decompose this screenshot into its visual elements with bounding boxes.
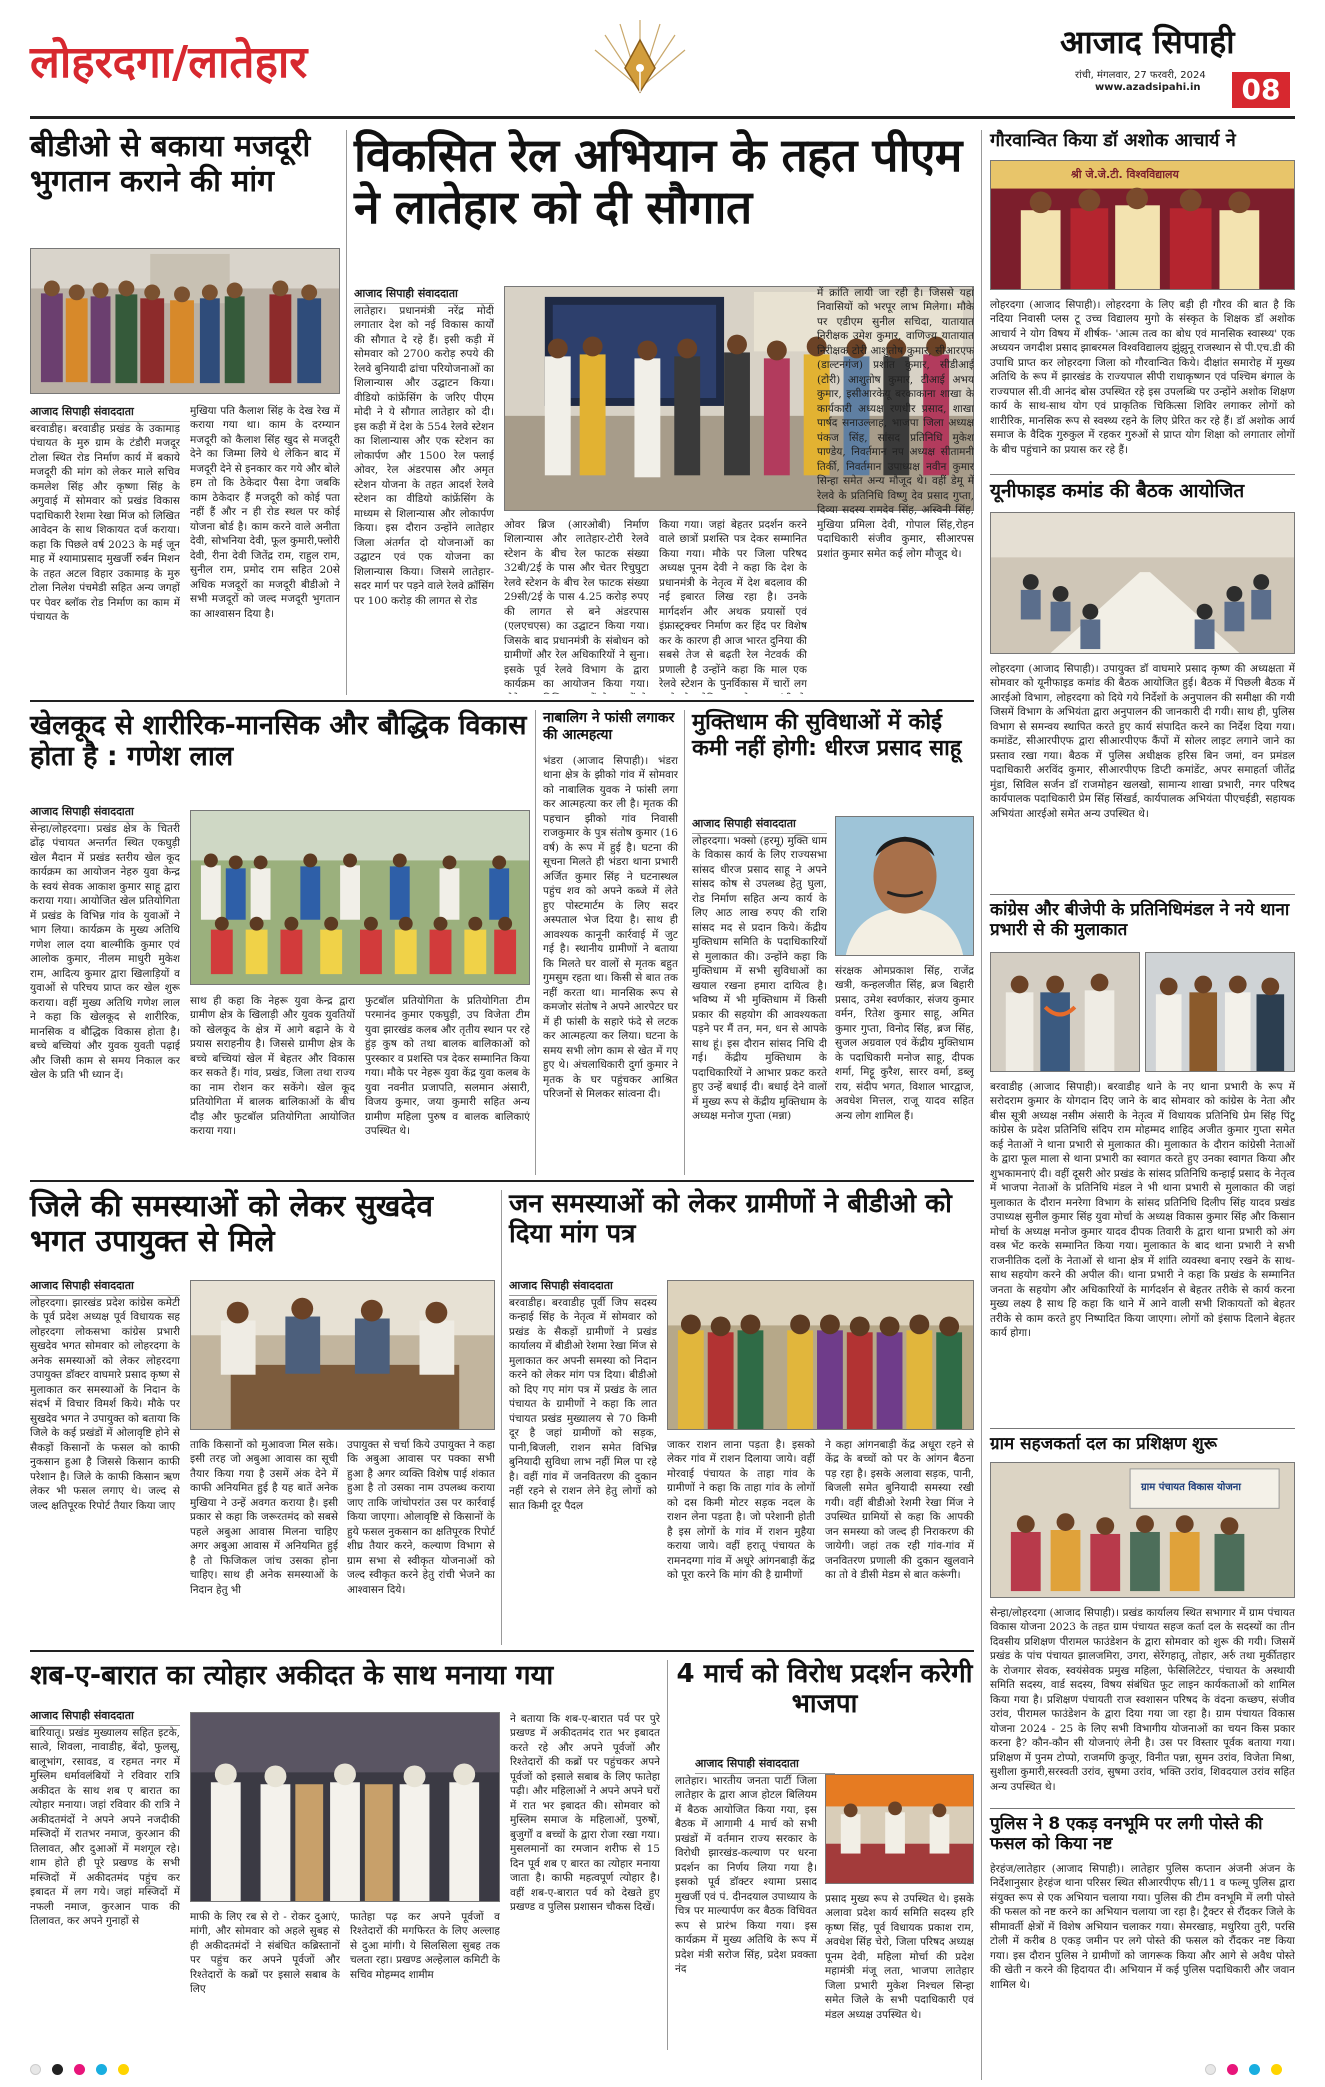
registration-dot	[1249, 2064, 1260, 2075]
byline: आजाद सिपाही संवाददाता	[692, 816, 827, 834]
headline: ग्राम सहजकर्ता दल का प्रशिक्षण शुरू	[990, 1434, 1217, 1454]
body-col-1: सेन्हा/लोहरदगा। प्रखंड क्षेत्र के चितरी ढोंढ़ पंचायत अन्तर्गत स्थित एकघुड़ी खेल मैदान में प्रखंड स्तरीय खेल कूद कार्यक्रम का आयोजन नेहरु युवा केन्द्र के स्वयं सेवक आकाश कुमार साहू द्वारा कराया गया। आयोजित खेल प्रतियोगिता में प्रखंड के विभिन्न गांव के युवाओं ने भाग लिया। कार्यक्रम के मुख्य अतिथि गणेश लाल दया बाल्मीकि कुमार एवं आलोक कुमार, नीलम माधुरी मुकेश राम, आदित्य कुमार द्वारा खिलाड़ियों व युवाओं से परिचय प्राप्त कर खेल शुरू कराया। वहीं मुख्य अतिथि गणेश लाल ने कहा कि खेलकूद से शारीरिक, मानसिक व बौद्धिक विकास होता है। बच्चे बच्चियां और युवक युवती पढ़ाई और जिसी काम से समय निकाल कर खेल के प्रति भी ध्यान दें।	[30, 823, 180, 1082]
rule	[990, 474, 1295, 475]
body-col-2: प्रसाद मुख्य रूप से उपस्थित थे। इसके अलावा प्रदेश कार्य समिति सदस्य हरि कृष्ण सिंह, पूर्व विधायक प्रकाश राम, अवधेश सिंह चेरो, जिला परिषद अध्यक्ष पूनम देवी, महिला मोर्चा की प्रदेश महामंत्री मंजू लता, भाजपा लातेहार जिला प्रभारी मुकेश निश्चल सिन्हा समेत जिले के सभी पदाधिकारी एवं मंडल अध्यक्ष उपस्थित थे।	[825, 1893, 974, 2021]
page-number: 08	[1232, 72, 1290, 108]
body: सेन्हा/लोहरदगा (आजाद सिपाही)। प्रखंड कार्यालय स्थित सभागार में ग्राम पंचायत विकास योजना 2023 के तहत ग्राम पंचायत सहज कर्ता दल के सदस्यों का तीन दिवसीय प्रशिक्षण पीरामल फाउंडेशन के द्वारा सोमवार को शुरू की गयी। जिसमें प्रखंड के पांच पंचायत झालजमिरा, उगरा, सेरेंगहातू, तोहार, अर्रु तथा मुर्कीतहार के रोजगार सेवक, स्वयंसेवक प्रमुख महिला, फेसिलिटेटर, पंचायत के अस्थायी समिति सदस्य, वार्ड सदस्य, विषय संबंधित फूट लाइन कार्यकताओं को शामिल किया गया है। प्रशिक्षण पंचायती राज स्वशासन परिषद के वंदना कच्छप, संजीव उरांव, पीरामल फाउंडेशन के द्वारा दिया गया जा रहा है। ग्राम पंचायत विकास योजना 2024 - 25 के लिए सभी विभागीय योजनाओं का चयन किस प्रकार करना है? कौन-कौन सी योजनाएं लेनी है। उस पर विस्तार पूर्वक बताया गया। प्रशिक्षण में पुनम टोप्पो, राजमणि कुजूर, विनीत पन्ना, सुमन उरांव, विजेता मिश्रा, सुशीला कुमारी,सरस्वती उरांव, सुषमा उरांव, भक्ति उरांव, शिवदयाल उरांव सहित अन्य उपस्थित थे।	[990, 1607, 1295, 1793]
photo-convocation	[990, 160, 1295, 290]
body-col-3: फुटबॉल प्रतियोगिता के प्रतियोगिता टीम परमानंद कुमार एकघुड़ी, उप विजेता टीम युवा झारखंड कलब और तृतीय स्थान पर रहे हुंड़ कुष को तथा बालक बालिकाओं को पुरस्कार व प्रशस्ति पत्र देकर सम्मानित किया गया। मौके पर नेहरू युवा केंद्र युवा कलब के युवा नवनीत प्रजापति, सलमान अंसारी, विजय कुमार, जया कुमारी सहित अन्य ग्रामीण महिला पुरुष व बालक बालिकाएं उपस्थित थे।	[365, 995, 530, 1138]
photo-villagers-crowd	[667, 1280, 974, 1430]
body: हेरहंज/लातेहार (आजाद सिपाही)। लातेहार पुलिस कप्तान अंजनी अंजन के निर्देशानुसार हेरहंज थाना परिसर स्थित सीआरपीएफ सी/11 व फल्मू पुलिस द्वारा संयुक्त रूप से एक अभियान चलाया गया। पुलिस की टीम वनभूमि में लगी पोस्ते की फसल को नष्ट करने का अभियान चलाया जा रहा है। ट्रैक्टर से रौंदकर जिले के सीमावर्ती क्षेत्रों में विशेष अभियान चलाकर गया। सेमरखाड़, मधुरिया तुरी, परसि टोली में करीब 8 एकड़ जमीन पर लगे पोस्ते की फसल को रौंदकर नष्ट किया गया। इस दौरान पुलिस ने ग्रामीणों को जागरूक किया और आगे से अवैध पोस्ते की खेती न करने की हिदायत दी। अभियान में कई पुलिस पदाधिकारी और जवान शामिल थे।	[990, 1863, 1295, 1991]
story-training	[990, 1434, 1295, 1804]
registration-dot	[1205, 2064, 1216, 2075]
byline: आजाद सिपाही संवाददाता	[30, 1278, 180, 1296]
story-delegations	[990, 900, 1295, 1425]
body: लोहरदगा (आजाद सिपाही)। उपायुक्त डॉ वाघमारे प्रसाद कृष्ण की अध्यक्षता में सोमवार को यूनीफाइड कमांड की बैठक आयोजित हुई। बैठक में पिछली बैठक में आरईओ विभाग, लोहरदगा को दिये गये निर्देशों के अनुपालन की समीक्षा की गयी जिसमें विभाग के अभियंता द्वारा अनुपालन की जानकारी दी गयी। साथ ही, पुलिस विभाग से समन्वय स्थापित करते हुए कार्य संपादित करने का निर्देश दिया गया। कमांडेंट, सीआरपीएफ द्वारा सीआरपीएफ कैंपों में सोलर लाइट लगाने जाने का प्रस्ताव रखा गया। बैठक में पुलिस अधीक्षक हरिस बिन जमां, वन प्रमंडल पदाधिकारी अरविंद कुमार, सीआरपीएफ डिप्टी कमांडेंट, अपर समाहर्ता जीतेंद्र मुंडा, सिविल सर्जन डॉ राजमोहन खलखो, सामान्य शाखा प्रभारी, नगर परिषद कार्यपालक पदाधिकारी प्रेम सिंह सिंखर्ड, कार्यपालक अभियंता पीएचईडी, सहायक अभियंता आरईओ समेत अन्य उपस्थित थे।	[990, 663, 1295, 820]
rule	[30, 1180, 974, 1182]
byline: आजाद सिपाही संवाददाता	[354, 286, 494, 304]
rule	[30, 700, 974, 702]
headline: जन समस्याओं को लेकर ग्रामीणों ने बीडीओ को दिया मांग पत्र	[509, 1189, 952, 1249]
registration-dot	[74, 2064, 85, 2075]
color-registration-bar-right	[1205, 2060, 1295, 2076]
masthead	[0, 0, 1325, 118]
body-col-2: जाकर राशन लाना पड़ता है। इसको लेकर गांव में राशन दिलाया जाये। वहीं मोरवाई पंचायत के ताहा गांव के ग्रामीणों ने कहा कि ताहा गांव के लोगों को दस किमी मोटर सड़क नदल के राशन लेना पड़ता है। जो परेशानी होती है इस लोगों के गांव में राशन मुहैया कराया जाये। वहीं हरातू पंचायत के रामनदग्गा गांव में अधूरे आंगनबाड़ी केंद्र को पूरा करने कि मांग की है ग्रामीणों	[667, 1439, 815, 1582]
byline: आजाद सिपाही संवाददाता	[695, 1756, 835, 1774]
masthead-rule	[30, 116, 1295, 119]
pen-nib-icon	[585, 10, 695, 105]
paper-name: आजाद सिपाही	[1060, 23, 1235, 61]
headline: पुलिस ने 8 एकड़ वनभूमि पर लगी पोस्ते की फसल को किया नष्ट	[990, 1814, 1263, 1855]
headline: नाबालिग ने फांसी लगाकर की आत्महत्या	[543, 710, 675, 743]
registration-dot	[52, 2064, 63, 2075]
story-bjp-protest	[675, 1660, 974, 2050]
body: लोहरदगा (आजाद सिपाही)। लोहरदगा के लिए बड़ी ही गौरव की बात है कि नदिया निवासी प्लस टू उच्च विद्यालय मुगो के संस्कृत के शिक्षक डॉ अशोक आचार्य ने योग विषय में शीर्षक- 'आत्म तत्व का बोध एवं मानसिक स्वास्थ्य' एक अध्ययन जगदीश प्रसाद झाबरमल विश्वविद्यालय झुंझुनू राजस्थान से पी.एच.डी की उपाधि प्राप्त कर लोहरदगा जिला को गौरवान्वित किये। दीक्षांत समारोह में मुख्य अतिथि के रूप में झारखंड के राज्यपाल सीपी राधाकृष्णन एवं पश्चिम बंगाल के राज्यपाल सी.वी आनंद बोस उपस्थित रहे इस उपलब्धि पर उन्होंने अशोक शिक्षण कार्य के साथ-साथ योग एवं प्राकृतिक चिकित्सा शिविर लगाकर लोगों को शारीरिक, मानसिक रूप से स्वस्थ्य रहने के लिए प्रेरित कर रहे हैं। डॉ अशोक आर्य समाज के वैदिक गुरुकुल में रहकर गुरुओं से प्राप्त योग शिक्षा को लगातार लोगों के बीच पहुंचाने का प्रयास कर रहे हैं।	[990, 299, 1295, 456]
body-col-1: लातेहार। भारतीय जनता पार्टी जिला लातेहार के द्वारा आज होटल बिलियम में बैठक आयोजित किया गया, इस बैठक में आगामी 4 मार्च को सभी प्रखंडों में वर्तमान राज्य सरकार के विरोधी झारखंड-कल्याण पर धरना प्रदर्शन का निर्णय लिया गया है। इसको पूर्व डॉक्टर श्यामा प्रसाद मुखर्जी एवं पं. दीनदयाल उपाध्याय के चित्र पर माल्यार्पण कर बैठक विधिवत रूप से प्रारंभ किया गया। इस कार्यक्रम में मुख्य अतिथि के रूप में प्रदेश मंत्री सरोज सिंह, प्रदेश प्रवक्ता नंद	[675, 1775, 817, 1976]
rule	[990, 1428, 1295, 1429]
rule	[30, 1650, 974, 1652]
column-rule	[535, 710, 536, 1175]
photo-sports-team	[190, 810, 530, 985]
headline: मुक्तिधाम की सुविधाओं में कोई कमी नहीं होगी: धीरज प्रसाद साहू	[692, 710, 962, 762]
byline: आजाद सिपाही संवाददाता	[509, 1278, 657, 1296]
photo-meeting	[990, 512, 1295, 654]
body-col-3: फातेहा पढ़ कर अपने पूर्वजों व रिश्तेदारों की मगफिरत के लिए अल्लाह से दुआ मांगी। ये सिलसिला सुबह तक चलता रहा। प्रखण्ड अल्हेलाल कमिटी के सचिव मोहम्मद शामीम	[350, 1911, 500, 1981]
column-rule	[981, 130, 982, 2080]
body-col-3: ने कहा आंगनबाड़ी केंद्र अधूरा रहने से केंद्र के बच्चों को पर के आंगन बैठना पड़ रहा है। इसके अलावा सड़क, पानी, बिजली समेत बुनियादी समस्या रखी गयी। वहीं बीडीओ रेशमी रेखा मिंज ने उपस्थित ग्रामियों से कहा कि आपकी जन समस्या को जल्द ही निराकरण की जायेगी। जहां तक रही गांव-गांव में जनवितरण प्रणाली की दुकान खुलवाने का तो वे डीसी मेडम से बात करूंगी।	[825, 1439, 974, 1582]
body-col-1: बरवाडीह। बरवाडीह पूर्वी जिप सदस्य कन्हाई सिंह के नेतृत्व में सोमवार को प्रखंड के सैकड़ों ग्रामीणों ने प्रखंड कार्यालय में बीडीओ रेशमा रेखा मिंज से मुलाकात कर अपनी समस्या को निदान करने को लेकर मांग पत्र दिया। बीडीओ को दिए गए मांग पत्र में प्रखंड के लात पंचायत के ग्रामीणों ने कहा कि लात पंचायत प्रखंड मुख्यालय से 70 किमी दूर है जहां ग्रामीणों को सड़क, पानी,बिजली, राशन समेत विभिन्न बुनियादी सुविधा लाभ नहीं मिल पा रहे है। वहीं गांव में जनवितरण की दुकान नहीं रहने से राशन लेने हेतु लोगों को सात किमी दूर पैदल	[509, 1297, 657, 1512]
photo-delegation-1	[990, 952, 1140, 1072]
body-col-3: उपायुक्त से चर्चा किये उपायुक्त ने कहा कि अबुआ आवास पर पक्का सभी हुआ है अगर व्यक्ति विशेष पाई शंकात हुआ है तो उसका नाम उपलब्ध कराया जाए ताकि जांचोपरांत उस पर कार्रवाई किया जाएगा। ओलावृष्टि से किसानों के हुये फसल नुकसान का क्षतिपूरक रिपोर्ट शीघ्र तैयार करने, कल्याण विभाग से ग्राम सभा से स्वीकृत योजनाओं को जल्द स्वीकृत करने हेतु रांची भेजने का आश्वासन दिये।	[347, 1439, 495, 1596]
body-col-1: लातेहार। प्रधानमंत्री नरेंद्र मोदी लगातार देश को नई विकास कार्यों की सौगात दे रहे हैं। इसी कड़ी में सोमवार को 2700 करोड़ रुपये की रेलवे बुनियादी ढांचा परियोजनाओं का शिलान्यास और उद्घाटन किया। वीडियो कांफ्रेंसिंग के जरिए पीएम मोदी ने ये सौगात लातेहार को दी। इस कड़ी में देश के 554 रेलवे स्टेशन का शिलान्यास और एक स्टेशन का लोकार्पण और 1500 रेल फ्लाई ओवर, रेल अंडरपास और अमृत स्टेशन योजना के तहत आदर्श रेलवे स्टेशन का वीडियो कांफ्रेंसिंग के माध्यम से शिलान्यास और लोकार्पण किया। इस दौरान उन्होंने लातेहार जिला अंतर्गत दो योजनाओं का उद्घाटन एवं एक योजना का शिलान्यास किया। जिसमे लातेहार-सदर मार्ग पर पड़ने वाले रेलवे क्रॉसिंग पर 100 करोड़ की लागत से रोड	[354, 305, 494, 607]
body-col-1: बरवाडीह। बरवाडीह प्रखंड के उकामाड़ पंचायत के मुरु ग्राम के टंडौरी मजदूर टोला स्थित रोड निर्माण कार्य में बकाये मजदूरी की मांग को लेकर माले सचिव कमलेश सिंह और कृष्णा सिंह के अगुवाई में सोमवार को प्रखंड विकास पदाधिकारी रेशमा रेखा मिंज को लिखित आवेदन के साथ शिकायत दर्ज कराया। कहा कि पिछले वर्ष 2023 के मई जून माह में श्यामाप्रसाद मुखर्जी रुर्बन मिशन के तहत अटल विहार उकामाड़ के मुरु टोला निलेश पंचमेडी सहित अन्य जगहों पर पेवर ब्लॉक रोड निर्माण का काम में पंचायत के	[30, 423, 180, 624]
dateline: रांची, मंगलवार, 27 फरवरी, 2024	[1075, 70, 1206, 81]
column-rule	[684, 710, 685, 1175]
story-sports	[30, 710, 530, 1175]
column-rule	[346, 130, 347, 695]
section-title: लोहरदगा/लातेहार	[30, 37, 308, 88]
byline: आजाद सिपाही संवाददाता	[30, 1708, 180, 1726]
photo-banner-text: श्री जे.जे.टी. विश्वविद्यालय	[1071, 168, 1179, 181]
headline: कांग्रेस और बीजेपी के प्रतिनिधिमंडल ने नये थाना प्रभारी से की मुलाकात	[990, 900, 1290, 941]
rule	[990, 1808, 1295, 1809]
headline: जिले की समस्याओं को लेकर सुखदेव भगत उपायुक्त से मिले	[30, 1189, 434, 1259]
photo-mosque-prayer	[190, 1712, 500, 1902]
body: भंडरा (आजाद सिपाही)। भंडरा थाना क्षेत्र के झीको गांव में सोमवार को नाबालिक युवक ने फांसी लगा कर आत्महत्या कर ली है। मृतक की पहचान झीको गांव निवासी राजकुमार के पुत्र संतोष कुमार (16 वर्ष) के रूप में हुई है। घटना की सूचना मिलते ही भंडरा थाना प्रभारी अर्जित कुमार सिंह ने घटनास्थल पहुंच शव को अपने कब्जे में लेते हुए पोस्टमार्टम के लिए सदर अस्पताल भेज दिया है। साथ ही आवश्यक कानूनी कार्रवाई में जुट गई है। स्थानीय ग्रामीणों ने बताया कि मिलते घर वालों से मृतक बहुत गुमसुम रहता था। किसी से बात तक नहीं करता था। मानसिक रूप से कमजोर संतोष ने अपने आरपेटर घर में ही फांसी के सहारे फंदे से लटक कर आत्महत्या कर लिया। घटना के समय सभी लोग काम से खेत में गए हुए थे। अंचलाधिकारी दुर्गा कुमार ने मृतक के घर पहुंचकर आश्रित परिजनों से मिलकर सांत्वना दी।	[543, 755, 678, 1101]
photo-villagers	[30, 248, 340, 394]
column-rule	[501, 1190, 502, 1645]
photo-meeting-dc	[190, 1280, 495, 1430]
body-col-1: बारियातू। प्रखंड मुख्यालय सहित इटके, सात्वे, शिवला, नावाडीह, बेंदो, फुलसू, बालूभांग, रसावड, व रहमत नगर में मुस्लिम धर्मावलंबियों ने रविवार रात्रि अकीदत के साथ शब ए बारात का त्योहार मनाया। जहां रविवार की रात्रि ने अकीदतमंदों ने अपने अपने नजदीकी मस्जिदों में रातभर नमाज, कुरआन की तिलावत, और दुआओं में मशगूल रहे। शाम होते ही पूरे प्रखण्ड के सभी मस्जिदों में अकीदतमंद पहुंच कर इबादत में लग गये। जहां मस्जिदों में नफली नमाज, कुरआन पाक की तिलावत, कर अपने गुनाहों से	[30, 1727, 180, 1928]
body-col-2: मुखिया पति कैलाश सिंह के देख रेख में कराया गया था। काम के दरम्यान मजदूरी को कैलाश सिंह खुद से मजदूरी देने का जिम्मा लिये थे लेकिन बाद में मजदूरी देने से इनकार कर गये और बोले हम तो कि ठेकेदार पैसा देगा जबकि काम ठेकेदार हैं मजदूरी को कोई पता नहीं हैं और न ही रोड स्थल पर कोई योजना बोर्ड है। काम करने वाले अनीता देवी, सोभनिया देवी, फूल कुमारी,फ्लोरी देवी, रीना देवी जितेंद्र राम, राहुल राम, सुनील राम, प्रमोद राम सहित 20से अधिक मजदूरों का मजदूरी बीडीओ ने सभी मजदूरों को जल्द मजदूरी भुगतान का आश्वासन दिया है।	[190, 405, 340, 620]
story-villagers-bdo	[509, 1190, 974, 1645]
photo-dhiraj-sahu	[835, 816, 974, 956]
color-registration-bar	[30, 2060, 1295, 2076]
photo-bjp-meeting	[825, 1774, 974, 1884]
story-muktidham	[692, 710, 974, 1175]
body: बरवाडीह (आजाद सिपाही)। बरवाडीह थाने के नए थाना प्रभारी के रूप में सरोदराम कुमार के योगदान दिए जाने के बाद सोमवार को कांग्रेस के नेता और बीस सूत्री अध्यक्ष नसीम अंसारी के नेतृत्व में विधायक प्रतिनिधि प्रेम सिंह पिंटू कांग्रेस के प्रदेश प्रतिनिधि संदिप राम मोहम्मद शाहिद अजीत कुमार गुप्ता समेत कई नेताओं ने थाना प्रभारी से मुलाकात की। मुलाकात के दौरान कांग्रेसी नेताओं के द्वारा फूल माला से थाना प्रभारी का स्वागत करते हुए उनका स्वागत किया और शुभकामनाएं दी। वहीं दूसरी ओर प्रखंड के सांसद प्रतिनिधि कन्हाई प्रसाद के नेतृत्व में भाजपा नेताओं के प्रतिनिधि मंडल ने भी थाना प्रभारी से मुलाकात की जहां मुलाकात के दौरान मनरेगा विभाग के सांसद प्रतिनिधि दिलीप सिंह यादव प्रखंड उपाध्यक्ष सुनील कुमार सिंह युवा मोर्चा के अध्यक्ष विकास कुमार सिंह और किसान मोर्चा के अध्यक्ष मनोज कुमार यादव दीपक तिवारी के द्वारा थाना प्रभारी को अंग वस्त्र भेंट करके सम्मानित किया गया। मुलाकात के बाद थाना प्रभारी ने सभी राजनीतिक दलों के नेताओं से थाना क्षेत्र में शांति व्यवस्था बनाए रखने के साथ-साथ सहयोग करने की अपील की। थाना प्रभारी ने कहा कि प्रखंड के सम्मानित जनता के सहयोग और अधिकारियों के मार्गदर्शन से बेहतर तरीके से कार्य करना मुख्य लक्ष्य है साथ हि कहा कि थाने में आने वाली सभी शिकायतों को बेहतर तरीके से काम करते हुए निष्पादित किया जाएगा। लोगों को इंसाफ दिलाने बेहतर कार्य होगा।	[990, 1081, 1295, 1340]
registration-dot	[1227, 2064, 1238, 2075]
story-unified-command	[990, 480, 1295, 890]
body-col-4: ने बताया कि शब-ए-बारात पर्व पर पुरे प्रखण्ड में अकीदतमंद रात भर इबादत करते रहे और अपने पूर्वजों और रिश्तेदारों की कब्रों पर पहुंचकर अपने पूर्वजों को इसाले सबाब के लिए फातेहा पढ़ी। और महिलाओं ने अपने अपने घरों में रात भर इबादत की। सोमवार को मुस्लिम समाज के महिलाओं, पुरुषों, बुजुर्गों व बच्चों के द्वारा रोजा रखा गया। मुसलमानों का रमजान शरीफ से 15 दिन पूर्व शब ए बारत का त्योहार मनाया जाता है। काफी महत्वपूर्ण त्योहार है। वहीं शब-ए-बारात पर्व को देखते हुए प्रखण्ड व पुलिस प्रशासन चौकस दिखें।	[510, 1713, 660, 1914]
body-col-1: लोहरदगा। झारखंड प्रदेश कांग्रेस कमेटी के पूर्व प्रदेश अध्यक्ष पूर्व विधायक सह लोहरदगा लोकसभा कांग्रेस प्रभारी सुखदेव भगत सोमवार को लोहरदगा के अनेक समस्याओं को लेकर लोहरदगा उपायुक्त डॉक्टर वाघमारे प्रसाद कृष्ण से मुलाकात कर समस्याओं के निदान के संदर्भ में विचार विमर्श किये। मौके पर सुखदेव भगत ने उपायुक्त को बताया कि जिले के कई प्रखंडों में ओलावृष्टि होने से सैकड़ों किसानों के फसल को काफी नुकसान हुआ है जिससे किसान काफी परेशान है। जिले के काफी किसान ऋण लेकर भी फसल लगाए थे। जल्द से जल्द क्षतिपूरक रिपोर्ट तैयार किया जाए	[30, 1297, 180, 1512]
body-col-2: ताकि किसानों को मुआवजा मिल सके। इसी तरह जो अबुआ आवास का सूची तैयार किया गया है उसमें अंक देने में काफी अनियमित हुई है यह बातें अनेक मुखिया ने उन्हें अवगत कराया है। इसी प्रकार से कहा कि जरूरतमंद को सबसे पहले अबुआ आवास मिलना चाहिए अगर अबुआ आवास में अनियमित हुई है तो फिजिकल जांच उसका होना चाहिए। साथ ही अनेक समस्याओं के निदान हेतु भी	[190, 1439, 338, 1596]
photo-banner-text: ग्राम पंचायत विकास योजना	[1141, 1482, 1241, 1493]
column-rule	[667, 1660, 668, 2050]
story-rail-body-col-4: में क्रांति लायी जा रही है। जिससे यहां निवासियों को भरपूर लाभ मिलेगा। मौके पर एडीएम सुनील सचिदा, यातायात निरीक्षक उमेश कुमार, वाणिज्य यातायात निरीक्षक टोरी आशुतोष कुमार, सीआरएफ (डाल्टनगंज) प्रशांत कुमार, सीडीआई (टोरी) आशुतोष कुमार, टीआई अभय कुमार, इसीआरकेयू बरकाकाना शाखा के कार्यकारी अध्यक्ष रणधीर प्रसाद, शाखा पार्षद सनाउल्लाह, भाजपा जिला अध्यक्ष पंकज सिंह, सांसद प्रतिनिधि मुकेश पाण्डेय, निवर्तमान नप अध्यक्ष सीतामनी तिर्की, निवर्तमान उपाध्यक्ष नवीन कुमार सिन्हा समेत अन्य मौजूद थे। वहीं डेमू में रेलवे के प्रतिनिधि विष्णु देव प्रसाद गुप्ता, दिव्या सदस्य रामदेव सिंह, अस्विनी सिंह, मुखिया प्रमिला देवी, गोपाल सिंह,रोहन पदाधिकारी संजीव कुमार, सीआरपस प्रशांत कुमार समेत कई लोग मौजूद थे।	[817, 287, 974, 560]
body-col-2: संरक्षक ओमप्रकाश सिंह, राजेंद्र खत्री, कन्हलजीत सिंह, ब्रज बिहारी प्रसाद, उमेश स्वर्णकार, संजय कुमार वर्मन, रितेश कुमार साहू, अमित कुमार गुप्ता, विनोद सिंह, ब्रज सिंह, सुजल अग्रवाल एवं केंद्रीय मुक्तिधाम के पदाधिकारी मनोज साहू, दीपक शर्मा, मिट्टू कुरैश, सारर वर्मा, डब्लू राय, संदीप भगत, विशाल भारद्वाज, अवधेश मित्तल, राजू यादव सहित अन्य लोग शामिल हैं।	[835, 965, 974, 1122]
byline: आजाद सिपाही संवाददाता	[30, 404, 180, 422]
photo-training-hall	[990, 1462, 1295, 1598]
body-col-2: माफी के लिए रब से रो - रोकर दुआएं, मांगी, और सोमवार को अहले सुबह से ही अकीदतमंदों ने संबंधित कब्रिस्तानों पर पहुंच कर अपने पूर्वजों और रिश्तेदारों के कब्रों पर इसाले सबाब के लिए	[190, 1911, 340, 1996]
story-wages	[30, 130, 340, 695]
headline: खेलकूद से शारीरिक-मानसिक और बौद्धिक विकास होता है : गणेश लाल	[30, 710, 527, 773]
rule	[990, 894, 1295, 895]
story-shab-e-barat	[30, 1660, 660, 2050]
body-col-1: लोहरदगा। भक्सो (हरमू) मुक्ति धाम के विकास कार्य के लिए राज्यसभा सांसद धीरज प्रसाद साहू ने अपने सांसद कोष से उपलब्ध हेतु घुला, रोड निर्माण सहित अन्य कार्य के लिए आठ लाख रुपए की राशि सांसद मद से प्रदान किये। केंद्रीय मुक्तिधाम समिति के पदाधिकारियों से मुलाकात की। उन्होंने कहा कि मुक्तिधाम में सभी सुविधाओं का खयाल रखना हमारा दायित्व है। भविष्य में भी मुक्तिधाम में किसी प्रकार की सहयोग की आवश्यकता पड़ने पर मैं तन, मन, धन से आपके साथ हूं। इस दौरान सांसद निधि दी गई। केंद्रीय मुक्तिधाम के पदाधिकारियों ने आभार प्रकट करते हुए उन्हें बधाई दी। बधाई देने वालों में मुख्य रूप से केंद्रीय मुक्तिधाम के अध्यक्ष मनोज गुप्ता (मन्ना)	[692, 835, 827, 1123]
story-ashok	[990, 130, 1295, 470]
registration-dot	[96, 2064, 107, 2075]
headline: विकसित रेल अभियान के तहत पीएम ने लातेहार को दी सौगात	[354, 128, 962, 234]
registration-dot	[118, 2064, 129, 2075]
body-col-2: साथ ही कहा कि नेहरू युवा केन्द्र द्वारा ग्रामीण क्षेत्र के खिलाड़ी और युवक युवतियों को खेलकूद के क्षेत्र में आगे बढ़ाने के ये प्रयास सराहनीय है। जिससे ग्रामीण क्षेत्र के बच्चे बच्चियां खेल में बेहतर और विकास कर सकते हैं। गांव, प्रखंड, जिला तथा राज्य का नाम रोशन कर सकेंगे। खेल कूद प्रतियोगिता में बालक बालिकाओं के बीच दौड़ और फुटबॉल प्रतियोगिता आयोजित कराया गया।	[190, 995, 355, 1138]
body-col-3: किया गया। जहां बेहतर प्रदर्शन करने वाले छात्रों प्रशस्ति पत्र देकर सम्मानित किया गया। मौके पर जिला परिषद अध्यक्ष पूनम देवी ने कहा कि देश के प्रधानमंत्री के नेतृत्व में देश बदलाव की नई इबारत लिख रहा है। उनके मार्गदर्शन और अथक प्रयासों एवं इंफ्रास्ट्रक्चर निर्माण कर हिंद पर विशेष कर के कारण ही आज भारत दुनिया की सबसे तेज से बढ़ती रेल नेटवर्क की प्रणाली है उन्होंने कहा कि माल एक रेलवे स्टेशन के पुनर्विकास में चारों लग	[659, 519, 807, 691]
registration-dot	[1271, 2064, 1282, 2075]
photo-delegation-2	[1145, 952, 1295, 1072]
byline: आजाद सिपाही संवाददाता	[30, 804, 180, 822]
body-col-2: ओवर ब्रिज (आरओबी) निर्माण शिलान्यास और लातेहार-टोरी रेलवे स्टेशन के बीच रेल फाटक संख्या 32बी/2ई के पास और चेतर रिचुघुटा रेलवे स्टेशन के बीच रेल फाटक संख्या 29सी/2ई के पास 4.25 करोड़ रुपए की लागत से बने अंडरपास (एलएचएस) का उद्घाटन किया गया। जिसके बाद प्रधानमंत्री के संबोधन को ग्रामीणों और रेल अधिकारियों ने सुना। इसके पूर्व रेलवे विभाग के द्वारा कार्यक्रम का आयोजन किया गया।	[504, 519, 649, 691]
registration-dot	[30, 2064, 41, 2075]
story-suicide	[543, 710, 678, 1175]
story-sukhdev	[30, 1190, 495, 1645]
website: www.azadsipahi.in	[1095, 82, 1201, 93]
story-police-opium	[990, 1814, 1295, 2049]
headline: यूनीफाइड कमांड की बैठक आयोजित	[990, 480, 1245, 502]
headline: शब-ए-बारात का त्योहार अकीदत के साथ मनाया गया	[30, 1660, 554, 1691]
headline: बीडीओ से बकाया मजदूरी भुगतान कराने की मांग	[30, 129, 311, 199]
headline: 4 मार्च को विरोध प्रदर्शन करेगी भाजपा	[676, 1659, 973, 1719]
headline: गौरवान्वित किया डॉ अशोक आचार्य ने	[990, 130, 1236, 151]
